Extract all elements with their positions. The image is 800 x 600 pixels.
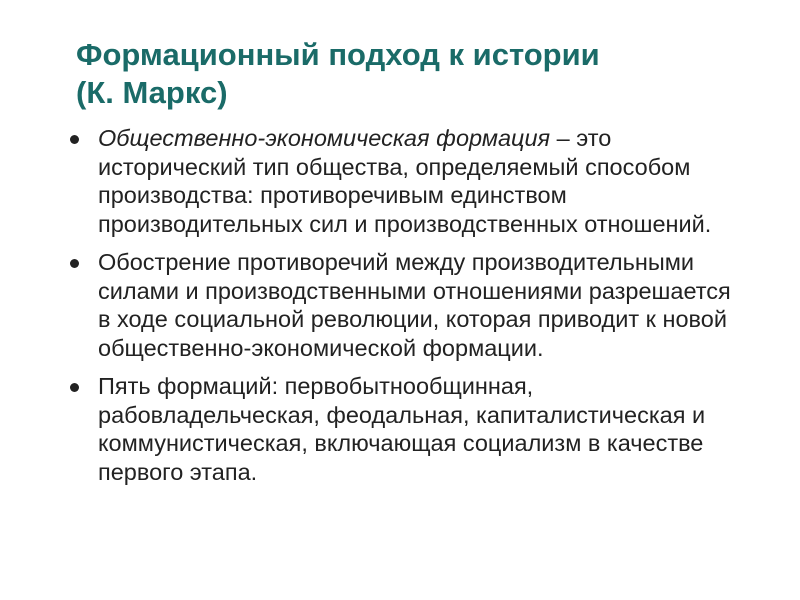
bullet-item-formation-definition — [68, 124, 736, 238]
slide-title — [76, 36, 756, 112]
slide-title-line-1: Формационный подход к истории — [76, 37, 600, 72]
bullet-dot-icon — [70, 383, 79, 392]
bullet-dot-icon — [70, 135, 79, 144]
bullet-dot-icon — [70, 259, 79, 268]
bullet-item-contradictions — [68, 248, 736, 362]
bullet-list — [68, 124, 736, 496]
bullet-text: Обострение противоречий между производительными силами и производственными отношениями разрешается в ходе социальной революции, которая приводит к новой общественно-экономической формации. — [98, 249, 731, 361]
bullet-term: Общественно-экономическая формация — [98, 125, 551, 151]
slide-title-line-2: (К. Маркс) — [76, 75, 228, 110]
bullet-text: – это исторический тип общества, определяемый способом производства: противоречивым единством производительных сил и производственных отношений. — [98, 125, 712, 237]
bullet-item-five-formations — [68, 372, 736, 486]
bullet-text: Пять формаций: первобытнообщинная, рабовладельческая, феодальная, капиталистическая и коммунистическая, включающая социализм в качестве первого этапа. — [98, 373, 706, 485]
